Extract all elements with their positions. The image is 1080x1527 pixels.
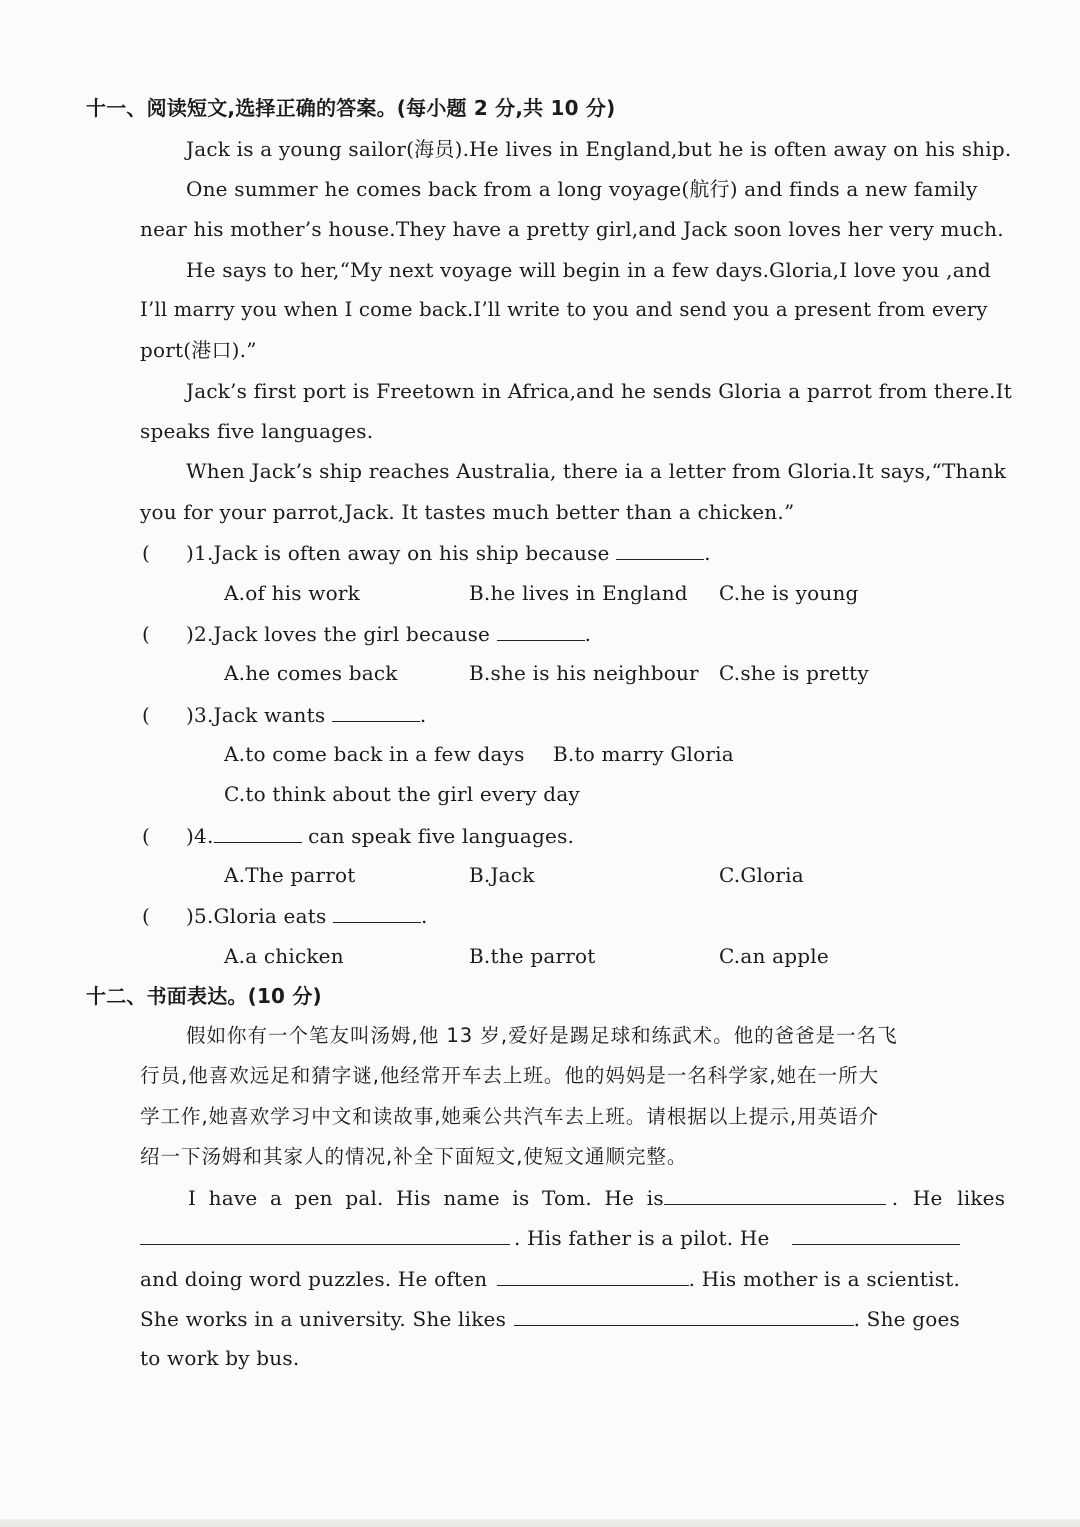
section-12-heading: 十二、书面表达。(10 分) — [86, 984, 322, 1008]
answer-paren[interactable]: ( — [142, 541, 151, 565]
option-c[interactable]: C.he is young — [719, 581, 859, 605]
essay-line — [140, 1222, 960, 1253]
section-11-heading: 十一、阅读短文,选择正确的答案。(每小题 2 分,共 10 分) — [86, 96, 616, 120]
passage-line: I’ll marry you when I come back.I’ll write to you and send you a present from every — [140, 298, 988, 321]
option-a[interactable]: A.he comes back — [224, 661, 398, 685]
prompt-line: 学工作,她喜欢学习中文和读故事,她乘公共汽车去上班。请根据以上提示,用英语介 — [140, 1105, 880, 1128]
option-a[interactable]: A.to come back in a few days — [224, 742, 525, 766]
question-row — [142, 537, 711, 568]
question-stem: )4. — [186, 824, 214, 848]
essay-text: I have a pen pal. His name is Tom. He is — [188, 1186, 664, 1210]
answer-paren[interactable]: ( — [142, 824, 151, 848]
prompt-line: 假如你有一个笔友叫汤姆,他 13 岁,爱好是踢足球和练武术。他的爸爸是一名飞 — [186, 1024, 898, 1047]
answer-blank[interactable] — [616, 537, 704, 560]
option-a[interactable]: A.of his work — [224, 581, 360, 605]
option-c[interactable]: C.an apple — [719, 944, 829, 968]
answer-paren[interactable]: ( — [142, 703, 151, 727]
question-stem-end: . — [420, 904, 428, 928]
option-b[interactable]: B.she is his neighbour — [469, 661, 699, 685]
essay-line — [140, 1303, 960, 1334]
option-b[interactable]: B.the parrot — [469, 944, 596, 968]
question-stem: )5.Gloria eats — [186, 904, 333, 928]
passage-line: Jack is a young sailor(海员).He lives in England,but he is often away on his ship. — [186, 137, 1012, 161]
question-row — [142, 699, 426, 730]
page-edge — [0, 1519, 1080, 1527]
option-a[interactable]: A.a chicken — [224, 944, 344, 968]
question-stem-end: can speak five languages. — [301, 824, 575, 848]
essay-line: to work by bus. — [140, 1346, 300, 1370]
option-b[interactable]: B.to marry Gloria — [553, 742, 734, 766]
passage-line: When Jack’s ship reaches Australia, there ia a letter from Gloria.It says,“Thank — [186, 459, 1007, 483]
option-c[interactable]: C.she is pretty — [719, 661, 869, 685]
answer-blank[interactable] — [332, 699, 420, 722]
passage-line: He says to her,“My next voyage will begin in a few days.Gloria,I love you ,and — [186, 258, 991, 282]
essay-text: . His mother is a scientist. — [688, 1267, 960, 1291]
question-stem: )1.Jack is often away on his ship because — [186, 541, 617, 565]
essay-text: . He likes — [891, 1186, 1006, 1210]
passage-line: near his mother’s house.They have a pretty girl,and Jack soon loves her very much. — [140, 217, 1004, 241]
passage-line: speaks five languages. — [140, 419, 374, 443]
passage-line: Jack’s first port is Freetown in Africa,and he sends Gloria a parrot from there.It — [186, 379, 1013, 403]
option-b[interactable]: B.he lives in England — [469, 581, 688, 605]
question-row — [142, 900, 428, 931]
option-b[interactable]: B.Jack — [469, 863, 535, 887]
essay-blank[interactable] — [497, 1263, 688, 1286]
answer-paren[interactable]: ( — [142, 622, 151, 646]
essay-text: She works in a university. She likes — [140, 1307, 507, 1331]
option-c[interactable]: C.Gloria — [719, 863, 804, 887]
essay-blank[interactable] — [514, 1303, 854, 1326]
question-stem-end: . — [584, 622, 592, 646]
essay-line — [188, 1182, 1006, 1213]
essay-text: and doing word puzzles. He often — [140, 1267, 488, 1291]
option-a[interactable]: A.The parrot — [224, 863, 356, 887]
question-stem-end: . — [419, 703, 427, 727]
passage-line — [186, 174, 978, 204]
option-c[interactable]: C.to think about the girl every day — [224, 782, 580, 806]
passage-line: you for your parrot,Jack. It tastes much better than a chicken.” — [140, 500, 795, 524]
essay-blank[interactable] — [140, 1222, 510, 1245]
prompt-line: 行员,他喜欢远足和猜字谜,他经常开车去上班。他的妈妈是一名科学家,她在一所大 — [140, 1064, 880, 1087]
essay-blank[interactable] — [792, 1222, 960, 1245]
essay-text: . She goes — [853, 1307, 960, 1331]
question-stem: )3.Jack wants — [186, 703, 332, 727]
question-stem-end: . — [704, 541, 711, 565]
passage-line: port(港口).” — [140, 338, 257, 362]
question-stem: )2.Jack loves the girl because — [186, 622, 497, 646]
essay-blank[interactable] — [664, 1182, 886, 1205]
question-row — [142, 820, 574, 851]
answer-paren[interactable]: ( — [142, 904, 151, 928]
question-row — [142, 618, 591, 649]
essay-line — [140, 1263, 960, 1294]
essay-text: . His father is a pilot. He — [514, 1226, 770, 1250]
answer-blank[interactable] — [333, 900, 421, 923]
answer-blank[interactable] — [214, 820, 302, 843]
answer-blank[interactable] — [497, 618, 585, 641]
prompt-line: 绍一下汤姆和其家人的情况,补全下面短文,使短文通顺完整。 — [140, 1145, 688, 1168]
passage-text: One summer he comes back from a long voyage(航行) and finds a new family — [186, 177, 978, 201]
